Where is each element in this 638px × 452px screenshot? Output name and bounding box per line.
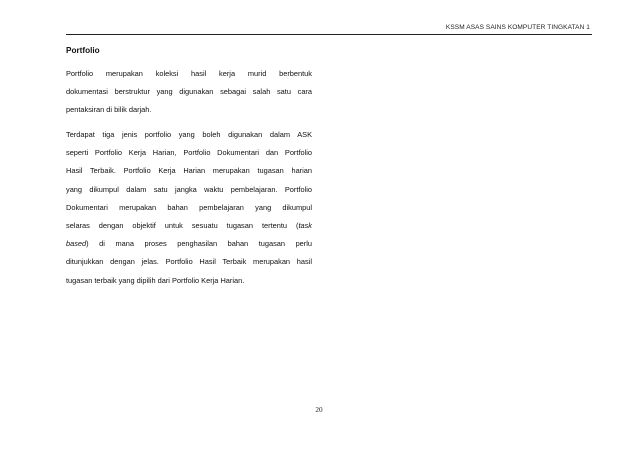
paragraph-line: seperti Portfolio Kerja Harian, Portfolio Dokumentari dan Portfolio [66, 148, 312, 158]
paragraph-line: tugasan terbaik yang dipilih dari Portfolio Kerja Harian. [66, 275, 245, 285]
paragraph-line: dokumentasi berstruktur yang digunakan sebagai salah satu cara [66, 87, 312, 97]
paragraph-2 [66, 126, 312, 290]
paragraph-line: selaras dengan objektif untuk sesuatu tugasan tertentu (task [66, 220, 312, 230]
paragraph-line: Hasil Terbaik. Portfolio Kerja Harian merupakan tugasan harian [66, 166, 312, 176]
paragraph-line: based) di mana proses penghasilan bahan tugasan perlu [66, 239, 312, 249]
header-rule [66, 34, 592, 35]
paragraph-line: yang dikumpul dalam satu jangka waktu pembelajaran. Portfolio [66, 184, 312, 194]
running-header: KSSM ASAS SAINS KOMPUTER TINGKATAN 1 [445, 24, 590, 31]
paragraph-line: pentaksiran di bilik darjah. [66, 105, 152, 115]
paragraph-line: Dokumentari merupakan bahan pembelajaran yang dikumpul [66, 202, 312, 212]
paragraph-line: ditunjukkan dengan jelas. Portfolio Hasil Terbaik merupakan hasil [66, 257, 312, 267]
paragraph-line: Portfolio merupakan koleksi hasil kerja murid berbentuk [66, 69, 312, 78]
paragraph-1 [66, 65, 312, 120]
section-title: Portfolio [66, 46, 100, 55]
page-number: 20 [315, 406, 323, 414]
paragraph-line: Terdapat tiga jenis portfolio yang boleh digunakan dalam ASK [66, 130, 312, 139]
